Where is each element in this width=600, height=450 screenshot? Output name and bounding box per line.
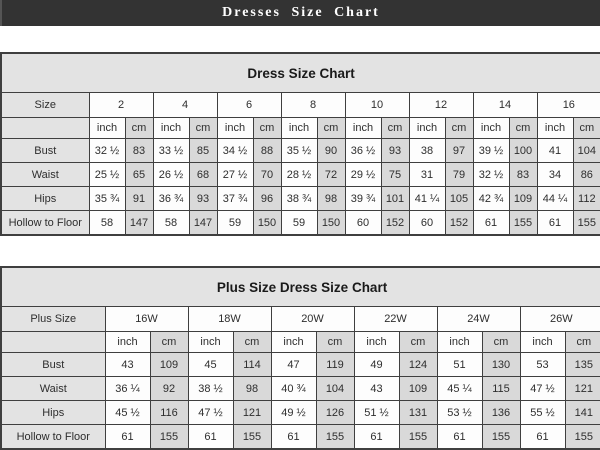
size-label-cell: Plus Size — [1, 307, 105, 332]
unit-cm-cell: cm — [482, 332, 520, 353]
measurement-cell: 40 ¾ — [271, 377, 316, 401]
measurement-cell: 53 ½ — [437, 401, 482, 425]
measurement-cell: 43 — [105, 353, 150, 377]
measurement-cell: 121 — [565, 377, 600, 401]
size-header-cell: 16 — [537, 93, 600, 118]
measurement-cell: 41 ¼ — [409, 187, 445, 211]
measurement-cell: 61 — [188, 425, 233, 450]
row-label: Hips — [1, 401, 105, 425]
measurement-cell: 72 — [317, 163, 345, 187]
measurement-cell: 39 ¾ — [345, 187, 381, 211]
measurement-cell: 44 ¼ — [537, 187, 573, 211]
measurement-cell: 126 — [316, 401, 354, 425]
measurement-cell: 33 ½ — [153, 139, 189, 163]
measurement-cell: 114 — [233, 353, 271, 377]
measurement-cell: 39 ½ — [473, 139, 509, 163]
measurement-cell: 38 ¾ — [281, 187, 317, 211]
measurement-cell: 34 — [537, 163, 573, 187]
row-label: Hips — [1, 187, 89, 211]
measurement-cell: 88 — [253, 139, 281, 163]
measurement-cell: 68 — [189, 163, 217, 187]
measurement-cell: 131 — [399, 401, 437, 425]
measurement-cell: 51 ½ — [354, 401, 399, 425]
measurement-cell: 86 — [573, 163, 600, 187]
size-header-cell: 22W — [354, 307, 437, 332]
unit-inch-cell: inch — [188, 332, 233, 353]
measurement-cell: 61 — [354, 425, 399, 450]
measurement-cell: 59 — [217, 211, 253, 236]
unit-cm-cell: cm — [316, 332, 354, 353]
measurement-cell: 38 — [409, 139, 445, 163]
measurement-cell: 109 — [399, 377, 437, 401]
measurement-cell: 155 — [482, 425, 520, 450]
measurement-cell: 152 — [381, 211, 409, 236]
unit-inch-cell: inch — [354, 332, 399, 353]
measurement-cell: 36 ½ — [345, 139, 381, 163]
measurement-cell: 155 — [150, 425, 188, 450]
measurement-cell: 45 ¼ — [437, 377, 482, 401]
unit-cm-cell: cm — [125, 118, 153, 139]
measurement-cell: 61 — [437, 425, 482, 450]
dress-size-chart-table — [0, 52, 600, 236]
measurement-cell: 37 ¾ — [217, 187, 253, 211]
measurement-cell: 155 — [233, 425, 271, 450]
unit-inch-cell: inch — [281, 118, 317, 139]
measurement-cell: 100 — [509, 139, 537, 163]
unit-inch-cell: inch — [105, 332, 150, 353]
measurement-cell: 61 — [473, 211, 509, 236]
measurement-cell: 36 ¾ — [153, 187, 189, 211]
measurement-cell: 97 — [445, 139, 473, 163]
measurement-cell: 90 — [317, 139, 345, 163]
measurement-cell: 36 ¼ — [105, 377, 150, 401]
plus-size-dress-size-chart-table — [0, 266, 600, 450]
measurement-cell: 124 — [399, 353, 437, 377]
measurement-cell: 109 — [150, 353, 188, 377]
measurement-cell: 152 — [445, 211, 473, 236]
measurement-cell: 105 — [445, 187, 473, 211]
measurement-cell: 96 — [253, 187, 281, 211]
size-header-cell: 8 — [281, 93, 345, 118]
size-header-cell: 4 — [153, 93, 217, 118]
measurement-cell: 155 — [509, 211, 537, 236]
measurement-cell: 155 — [565, 425, 600, 450]
measurement-cell: 121 — [233, 401, 271, 425]
size-header-cell: 16W — [105, 307, 188, 332]
table-title: Plus Size Dress Size Chart — [1, 267, 600, 307]
measurement-cell: 28 ½ — [281, 163, 317, 187]
unit-cm-cell: cm — [573, 118, 600, 139]
measurement-cell: 155 — [316, 425, 354, 450]
measurement-cell: 150 — [317, 211, 345, 236]
row-label: Waist — [1, 377, 105, 401]
measurement-cell: 98 — [233, 377, 271, 401]
unit-cm-cell: cm — [189, 118, 217, 139]
measurement-cell: 29 ½ — [345, 163, 381, 187]
measurement-cell: 42 ¾ — [473, 187, 509, 211]
measurement-cell: 83 — [509, 163, 537, 187]
measurement-cell: 47 — [271, 353, 316, 377]
measurement-cell: 26 ½ — [153, 163, 189, 187]
measurement-cell: 116 — [150, 401, 188, 425]
unit-cm-cell: cm — [253, 118, 281, 139]
measurement-cell: 104 — [573, 139, 600, 163]
measurement-cell: 93 — [381, 139, 409, 163]
unit-inch-cell: inch — [217, 118, 253, 139]
measurement-cell: 83 — [125, 139, 153, 163]
unit-cm-cell: cm — [565, 332, 600, 353]
measurement-cell: 79 — [445, 163, 473, 187]
measurement-cell: 49 ½ — [271, 401, 316, 425]
measurement-cell: 61 — [271, 425, 316, 450]
measurement-cell: 61 — [537, 211, 573, 236]
measurement-cell: 112 — [573, 187, 600, 211]
unit-inch-cell: inch — [537, 118, 573, 139]
measurement-cell: 51 — [437, 353, 482, 377]
measurement-cell: 65 — [125, 163, 153, 187]
unit-inch-cell: inch — [153, 118, 189, 139]
measurement-cell: 141 — [565, 401, 600, 425]
measurement-cell: 47 ½ — [188, 401, 233, 425]
measurement-cell: 70 — [253, 163, 281, 187]
unit-inch-cell: inch — [520, 332, 565, 353]
unit-cm-cell: cm — [509, 118, 537, 139]
measurement-cell: 38 ½ — [188, 377, 233, 401]
unit-cm-cell: cm — [381, 118, 409, 139]
empty-corner-cell — [1, 118, 89, 139]
unit-inch-cell: inch — [473, 118, 509, 139]
measurement-cell: 43 — [354, 377, 399, 401]
measurement-cell: 41 — [537, 139, 573, 163]
measurement-cell: 91 — [125, 187, 153, 211]
unit-inch-cell: inch — [89, 118, 125, 139]
measurement-cell: 32 ½ — [473, 163, 509, 187]
unit-cm-cell: cm — [399, 332, 437, 353]
measurement-cell: 61 — [105, 425, 150, 450]
size-header-cell: 24W — [437, 307, 520, 332]
measurement-cell: 147 — [189, 211, 217, 236]
measurement-cell: 104 — [316, 377, 354, 401]
measurement-cell: 32 ½ — [89, 139, 125, 163]
measurement-cell: 155 — [399, 425, 437, 450]
measurement-cell: 119 — [316, 353, 354, 377]
size-header-cell: 6 — [217, 93, 281, 118]
measurement-cell: 60 — [345, 211, 381, 236]
measurement-cell: 155 — [573, 211, 600, 236]
measurement-cell: 60 — [409, 211, 445, 236]
size-header-cell: 2 — [89, 93, 153, 118]
unit-cm-cell: cm — [445, 118, 473, 139]
measurement-cell: 47 ½ — [520, 377, 565, 401]
measurement-cell: 31 — [409, 163, 445, 187]
unit-inch-cell: inch — [345, 118, 381, 139]
measurement-cell: 93 — [189, 187, 217, 211]
measurement-cell: 109 — [509, 187, 537, 211]
size-header-cell: 26W — [520, 307, 600, 332]
row-label: Hollow to Floor — [1, 425, 105, 450]
measurement-cell: 136 — [482, 401, 520, 425]
measurement-cell: 59 — [281, 211, 317, 236]
measurement-cell: 35 ½ — [281, 139, 317, 163]
unit-cm-cell: cm — [233, 332, 271, 353]
measurement-cell: 58 — [153, 211, 189, 236]
measurement-cell: 98 — [317, 187, 345, 211]
table-title: Dress Size Chart — [1, 53, 600, 93]
measurement-cell: 25 ½ — [89, 163, 125, 187]
measurement-cell: 150 — [253, 211, 281, 236]
measurement-cell: 85 — [189, 139, 217, 163]
empty-corner-cell — [1, 332, 105, 353]
measurement-cell: 27 ½ — [217, 163, 253, 187]
measurement-cell: 34 ½ — [217, 139, 253, 163]
size-header-cell: 10 — [345, 93, 409, 118]
unit-cm-cell: cm — [317, 118, 345, 139]
measurement-cell: 45 ½ — [105, 401, 150, 425]
measurement-cell: 147 — [125, 211, 153, 236]
size-header-cell: 12 — [409, 93, 473, 118]
row-label: Bust — [1, 353, 105, 377]
measurement-cell: 55 ½ — [520, 401, 565, 425]
row-label: Waist — [1, 163, 89, 187]
measurement-cell: 35 ¾ — [89, 187, 125, 211]
measurement-cell: 75 — [381, 163, 409, 187]
measurement-cell: 130 — [482, 353, 520, 377]
unit-cm-cell: cm — [150, 332, 188, 353]
row-label: Bust — [1, 139, 89, 163]
measurement-cell: 115 — [482, 377, 520, 401]
page-title: Dresses Size Chart — [0, 0, 600, 26]
row-label: Hollow to Floor — [1, 211, 89, 236]
size-label-cell: Size — [1, 93, 89, 118]
measurement-cell: 53 — [520, 353, 565, 377]
measurement-cell: 49 — [354, 353, 399, 377]
measurement-cell: 58 — [89, 211, 125, 236]
measurement-cell: 92 — [150, 377, 188, 401]
size-header-cell: 18W — [188, 307, 271, 332]
measurement-cell: 45 — [188, 353, 233, 377]
size-header-cell: 20W — [271, 307, 354, 332]
unit-inch-cell: inch — [409, 118, 445, 139]
size-header-cell: 14 — [473, 93, 537, 118]
unit-inch-cell: inch — [437, 332, 482, 353]
measurement-cell: 101 — [381, 187, 409, 211]
measurement-cell: 61 — [520, 425, 565, 450]
measurement-cell: 135 — [565, 353, 600, 377]
unit-inch-cell: inch — [271, 332, 316, 353]
